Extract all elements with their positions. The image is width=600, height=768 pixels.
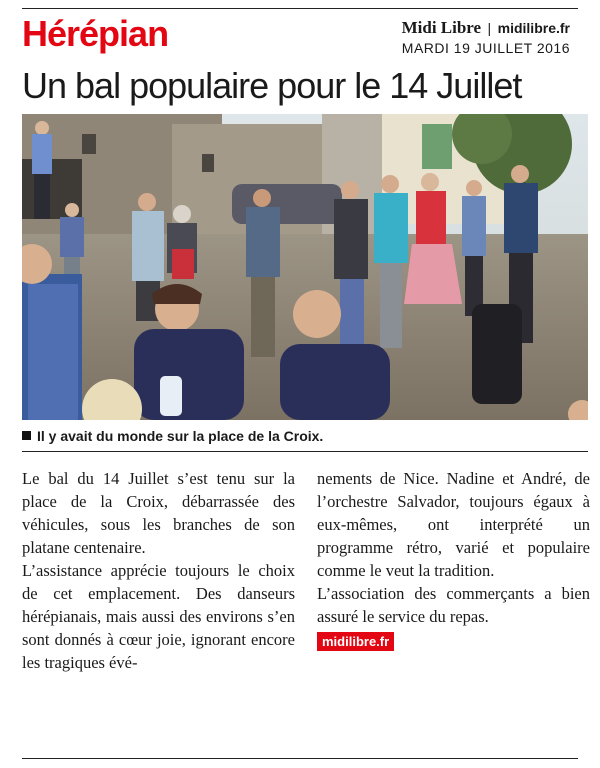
- town-name: Hérépian: [22, 13, 169, 54]
- paragraph: L’association des commerçants a bien assuré le service du repas.: [317, 584, 590, 626]
- article-column-1: [22, 467, 295, 674]
- paragraph: nements de Nice. Nadine et André, de l’orchestre Salvador, toujours égaux à eux-mêmes, ont interprété un programme rétro, varié et populaire comme le veut la tradition.: [317, 469, 590, 580]
- masthead: [402, 18, 570, 56]
- headline: Un bal populaire pour le 14 Juillet: [22, 65, 522, 106]
- paragraph: Le bal du 14 Juillet s’est tenu sur la place de la Croix, débarrassée des véhicules, sous les branches de son platane centenaire.: [22, 469, 295, 557]
- article-column-2: [317, 467, 590, 652]
- publication-date: MARDI 19 JUILLET 2016: [401, 40, 570, 56]
- signature-badge: midilibre.fr: [317, 632, 394, 651]
- caption-rule: [22, 451, 588, 452]
- top-rule: [22, 8, 578, 9]
- photo-scene: [22, 114, 588, 420]
- photo-caption: [22, 428, 588, 444]
- masthead-brand-line: [402, 18, 570, 38]
- brand-separator: |: [487, 20, 492, 36]
- caption-bullet: [22, 431, 31, 440]
- caption-text: Il y avait du monde sur la place de la Croix.: [37, 428, 324, 444]
- bottom-rule: [22, 758, 578, 759]
- brand-name: Midi Libre: [401, 18, 482, 37]
- paragraph: L’assistance apprécie toujours le choix de cet emplacement. Des danseurs hérépianais, mais aussi des environs s’en sont donnés à cœur joie, ignorant encore les tragiques évé-: [22, 561, 295, 672]
- brand-site: midilibre.fr: [497, 20, 570, 36]
- article-photo: [22, 114, 588, 420]
